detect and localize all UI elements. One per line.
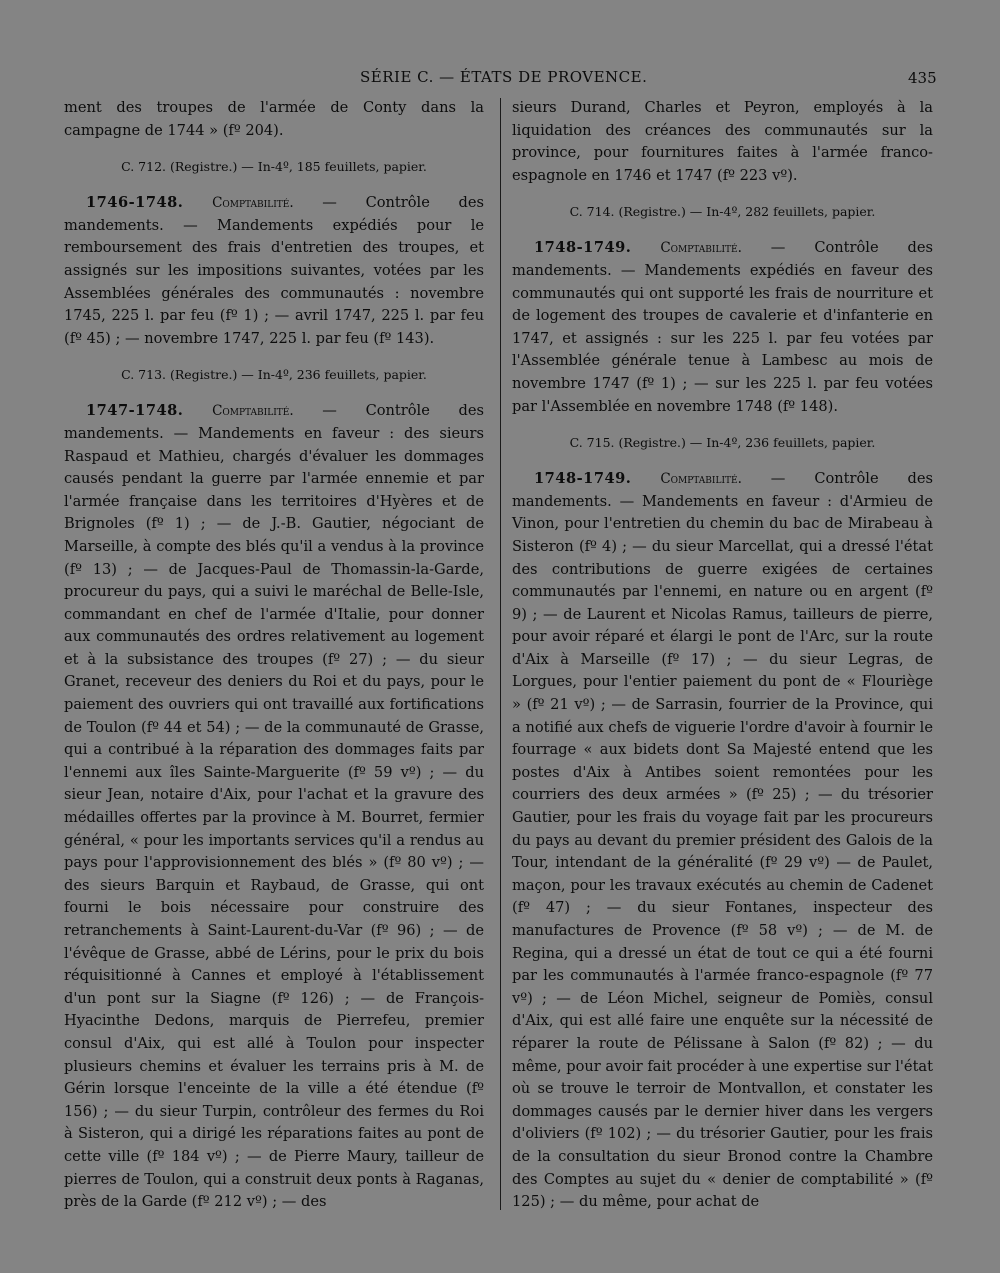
entry-subject: Comptabilité. bbox=[212, 195, 294, 212]
continuation-text: sieurs Durand, Charles et Peyron, employés à la liquidation des créances des communautés sur la province, pour fournitures faites à l'armée franco-espagnole en 1746 et 1747 (fº 223 vº). bbox=[512, 99, 933, 184]
entry-c714 bbox=[512, 237, 933, 418]
entry-subject: Comptabilité. bbox=[660, 240, 742, 257]
page-number: 435 bbox=[908, 69, 937, 87]
cote-c712: C. 712. (Registre.) — In-4º, 185 feuillets, papier. bbox=[121, 159, 427, 175]
page-header bbox=[0, 68, 1000, 92]
continuation-text: ment des troupes de l'armée de Conty dans la campagne de 1744 » (fº 204). bbox=[64, 99, 484, 139]
cote-c715: C. 715. (Registre.) — In-4º, 236 feuillets, papier. bbox=[569, 435, 876, 451]
entry-c713 bbox=[64, 400, 484, 1213]
column-divider bbox=[500, 98, 501, 1210]
entry-text: — Contrôle des mandements. — Mandements expédiés pour le remboursement des frais d'entretien des troupes, et assignés sur les impositions suivantes, votées par les Assemblées générales des communautés : novembre 1745, 225 l. par feu (fº 1) ; — avril 1747, 225 l. par feu (fº 45) ; — novembre 1747, 225 l. par feu (fº 143). bbox=[64, 194, 485, 347]
cote-c714: C. 714. (Registre.) — In-4º, 282 feuillets, papier. bbox=[569, 204, 876, 220]
entry-text: — Contrôle des mandements. — Mandements en faveur : des sieurs Raspaud et Mathieu, chargés d'évaluer les dommages causés pendant la guerre par l'armée ennemie et par l'armée française dans les territoires d'Hyères et de Brignoles (fº 1) ; — de J.-B. Gautier, négociant de Marseille, à compte des blés qu'il a vendus à la province (fº 13) ; — de Jacques-Paul de Thomassin-la-Garde, procureur du pays, qui a suivi le maréchal de Belle-Isle, commandant en chef de l'armée d'Italie, pour donner aux communautés des ordres relativement au logement et à la subsistance des troupes (fº 27) ; — du sieur Granet, receveur des deniers du Roi et du pays, pour le paiement des ouvriers qui ont travaillé aux fortifications de Toulon (fº 44 et 54) ; — de la communauté de Grasse, qui a contribué à la réparation des dommages faits par l'ennemi aux îles Sainte-Marguerite (fº 59 vº) ; — du sieur Jean, notaire d'Aix, pour l'achat et la gravure des médailles offertes par la province à M. Bourret, fermier général, « pour les importants services qu'il a rendus au pays pour l'approvisionnement des blés » (fº 80 vº) ; — des sieurs Barquin et Raybaud, de Grasse, qui ont fourni le bois nécessaire pour construire des retranchements à Saint-Laurent-du-Var (fº 96) ; — de l'évêque de Grasse, abbé de Lérins, pour le prix du bois réquisitionné à Cannes et employé à l'établissement d'un pont sur la Siagne (fº 126) ; — de François-Hyacinthe Dedons, marquis de Pierrefeu, premier consul d'Aix, qui est allé à Toulon pour inspecter plusieurs chemins et évaluer les terrains pris à M. de Gérin lorsque l'enceinte de la ville a été étendue (fº 156) ; — du sieur Turpin, contrôleur des fermes du Roi à Sisteron, qui a dirigé les réparations faites au pont de cette ville (fº 184 vº) ; — de Pierre Maury, tailleur de pierres de Toulon, qui a construit deux ponts à Raganas, près de la Garde (fº 212 vº) ; — des bbox=[64, 402, 485, 1211]
entry-subject: Comptabilité. bbox=[212, 403, 294, 420]
running-title: SÉRIE C. — ÉTATS DE PROVENCE. bbox=[360, 68, 648, 86]
cote-c713: C. 713. (Registre.) — In-4º, 236 feuillets, papier. bbox=[121, 367, 427, 383]
entry-text: — Contrôle des mandements. — Mandements en faveur : d'Armieu de Vinon, pour l'entretien du chemin du bac de Mirabeau à Sisteron (fº 4) ; — du sieur Marcellat, qui a dressé l'état des contributions de guerre exigées de certaines communautés par l'ennemi, en nature ou en argent (fº 9) ; — de Laurent et Nicolas Ramus, tailleurs de pierre, pour avoir réparé et élargi le pont de l'Arc, sur la route d'Aix à Marseille (fº 17) ; — du sieur Legras, de Lorgues, pour l'entier paiement du pont de « Flouriège » (fº 21 vº) ; — de Sarrasin, fourrier de la Province, qui a notifié aux chefs de viguerie l'ordre d'avoir à fournir le fourrage « aux bidets dont Sa Majesté entend que les postes d'Aix à Antibes soient remontées pour les courriers des deux armées » (fº 25) ; — du trésorier Gautier, pour les frais du voyage fait par les procureurs du pays au devant du premier président des Galois de la Tour, intendant de la généralité (fº 29 vº) — de Paulet, maçon, pour les travaux exécutés au chemin de Cadenet (fº 47) ; — du sieur Fontanes, inspecteur des manufactures de Provence (fº 58 vº) ; — de M. de Regina, qui a dressé un état de tout ce qui a été fourni par les communautés à l'armée franco-espagnole (fº 77 vº) ; — de Léon Michel, seigneur de Pomiès, consul d'Aix, qui est allé faire une enquête sur la nécessité de réparer la route de Pélissane à Salon (fº 82) ; — du même, pour avoir fait procéder à une expertise sur l'état où se trouve le terroir de Montvallon, et constater les dommages causés par le dernier hiver dans les vergers d'oliviers (fº 102) ; — du trésorier Gautier, pour les frais de la consultation du sieur Bronod contre la Chambre des Comptes au sujet du « denier de comptabilité » (fº 125) ; — du même, pour achat de bbox=[512, 470, 934, 1211]
entry-subject: Comptabilité. bbox=[660, 471, 742, 488]
entry-date: 1748-1749. bbox=[534, 470, 632, 488]
entry-date: 1747-1748. bbox=[86, 402, 184, 420]
entry-date: 1746-1748. bbox=[86, 194, 184, 212]
entry-c712 bbox=[64, 192, 484, 350]
entry-text: — Contrôle des mandements. — Mandements expédiés en faveur des communautés qui ont supporté les frais de nourriture et de logement des troupes de cavalerie et d'infanterie en 1747, et assignés : sur les 225 l. par feu votées par l'Assemblée générale tenue à Lambesc au mois de novembre 1747 (fº 1) ; — sur les 225 l. par feu votées par l'Assemblée en novembre 1748 (fº 148). bbox=[512, 239, 934, 415]
entry-c715 bbox=[512, 468, 933, 1214]
right-column bbox=[512, 97, 933, 1214]
left-column bbox=[64, 97, 484, 1214]
entry-date: 1748-1749. bbox=[534, 239, 632, 257]
